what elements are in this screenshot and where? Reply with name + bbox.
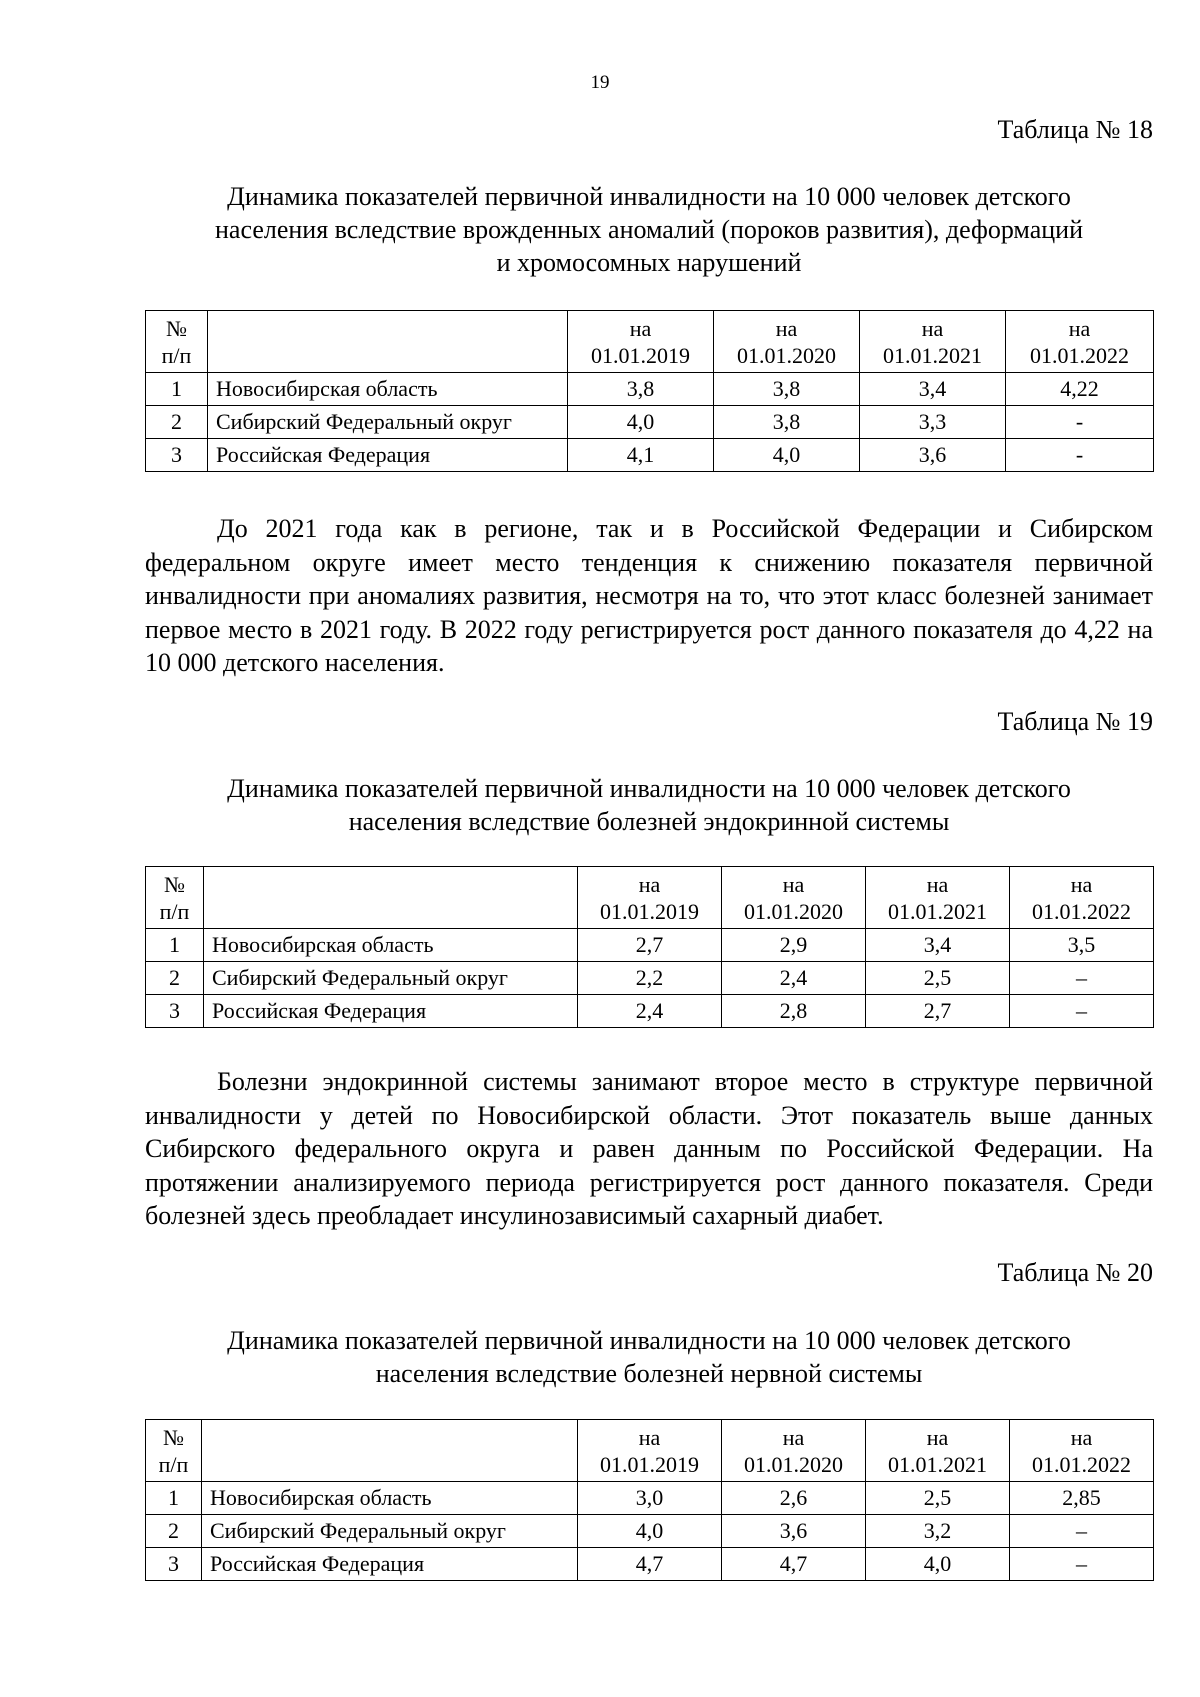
paragraph-2: Болезни эндокринной системы занимают второе место в структуре первичной инвалидности у детей по Новосибирской области. Этот показатель выше данных Сибирского федерального округа и равен данным по Российской Федерации. На протяжении анализируемого периода регистрируется рост данного показателя. Среди болезней здесь преобладает инсулинозависимый сахарный диабет. (145, 1067, 1153, 1230)
table-row (146, 1515, 1154, 1548)
table-row (146, 373, 1154, 406)
row-name: Российская Федерация (202, 1548, 578, 1581)
table-header-row (146, 1420, 1154, 1482)
row-name: Сибирский Федеральный округ (204, 962, 578, 995)
value-2019: 4,0 (568, 406, 714, 439)
header-name (202, 1420, 578, 1482)
header-2021: на 01.01.2021 (866, 867, 1010, 929)
value-2021: 2,7 (866, 995, 1010, 1028)
value-2021: 2,5 (866, 962, 1010, 995)
value-2022: – (1010, 1515, 1154, 1548)
table-20-title (145, 1324, 1153, 1390)
title-line: и хромосомных нарушений (496, 248, 802, 277)
row-name: Новосибирская область (202, 1482, 578, 1515)
value-2021: 4,0 (866, 1548, 1010, 1581)
value-2020: 2,4 (722, 962, 866, 995)
table-header-row (146, 867, 1154, 929)
row-num: 2 (146, 1515, 202, 1548)
table-18 (145, 310, 1154, 472)
table-19-label: Таблица № 19 (997, 707, 1153, 736)
row-name: Российская Федерация (204, 995, 578, 1028)
row-num: 2 (146, 962, 204, 995)
table-row (146, 1482, 1154, 1515)
value-2019: 4,0 (578, 1515, 722, 1548)
header-2020: на 01.01.2020 (722, 867, 866, 929)
header-2022: на 01.01.2022 (1006, 311, 1154, 373)
header-num: № п/п (146, 311, 208, 373)
value-2020: 4,0 (714, 439, 860, 472)
value-2019: 4,1 (568, 439, 714, 472)
header-num: № п/п (146, 1420, 202, 1482)
value-2021: 2,5 (866, 1482, 1010, 1515)
value-2022: - (1006, 406, 1154, 439)
header-name (204, 867, 578, 929)
value-2021: 3,3 (860, 406, 1006, 439)
table-19 (145, 866, 1154, 1028)
row-name: Сибирский Федеральный округ (208, 406, 568, 439)
row-name: Сибирский Федеральный округ (202, 1515, 578, 1548)
header-2021: на 01.01.2021 (866, 1420, 1010, 1482)
value-2022: - (1006, 439, 1154, 472)
header-name (208, 311, 568, 373)
value-2019: 2,2 (578, 962, 722, 995)
row-num: 3 (146, 439, 208, 472)
value-2020: 3,6 (722, 1515, 866, 1548)
title-line: Динамика показателей первичной инвалидности на 10 000 человек детского (227, 182, 1071, 211)
page-number: 19 (590, 72, 610, 93)
value-2020: 3,8 (714, 406, 860, 439)
title-line: населения вследствие болезней нервной системы (375, 1359, 923, 1388)
header-2022: на 01.01.2022 (1010, 1420, 1154, 1482)
value-2020: 2,6 (722, 1482, 866, 1515)
value-2021: 3,2 (866, 1515, 1010, 1548)
value-2019: 2,7 (578, 929, 722, 962)
table-20 (145, 1419, 1154, 1581)
header-2020: на 01.01.2020 (722, 1420, 866, 1482)
header-num: № п/п (146, 867, 204, 929)
row-num: 1 (146, 373, 208, 406)
title-line: населения вследствие врожденных аномалий (пороков развития), деформаций (215, 215, 1083, 244)
value-2020: 2,9 (722, 929, 866, 962)
header-2019: на 01.01.2019 (578, 867, 722, 929)
table-row (146, 406, 1154, 439)
table-18-label: Таблица № 18 (997, 115, 1153, 144)
value-2022: – (1010, 962, 1154, 995)
header-2022: на 01.01.2022 (1010, 867, 1154, 929)
paragraph-1: До 2021 года как в регионе, так и в Российской Федерации и Сибирском федеральном округе имеет место тенденция к снижению показателя первичной инвалидности при аномалиях развития, несмотря на то, что этот класс болезней занимает первое место в 2021 году. В 2022 году регистрируется рост данного показателя до 4,22 на 10 000 детского населения. (145, 514, 1153, 677)
value-2020: 3,8 (714, 373, 860, 406)
row-num: 1 (146, 929, 204, 962)
row-num: 3 (146, 1548, 202, 1581)
value-2022: 3,5 (1010, 929, 1154, 962)
header-2019: на 01.01.2019 (568, 311, 714, 373)
table-row (146, 962, 1154, 995)
value-2019: 4,7 (578, 1548, 722, 1581)
row-name: Российская Федерация (208, 439, 568, 472)
value-2019: 3,0 (578, 1482, 722, 1515)
value-2022: 2,85 (1010, 1482, 1154, 1515)
value-2020: 4,7 (722, 1548, 866, 1581)
table-row (146, 439, 1154, 472)
title-line: населения вследствие болезней эндокринной системы (348, 807, 950, 836)
value-2019: 2,4 (578, 995, 722, 1028)
row-num: 2 (146, 406, 208, 439)
value-2021: 3,4 (860, 373, 1006, 406)
table-20-label: Таблица № 20 (997, 1258, 1153, 1287)
value-2022: – (1010, 1548, 1154, 1581)
row-name: Новосибирская область (208, 373, 568, 406)
header-2019: на 01.01.2019 (578, 1420, 722, 1482)
value-2021: 3,4 (866, 929, 1010, 962)
table-header-row (146, 311, 1154, 373)
table-18-title (145, 180, 1153, 279)
value-2021: 3,6 (860, 439, 1006, 472)
row-num: 3 (146, 995, 204, 1028)
table-row (146, 929, 1154, 962)
table-row (146, 995, 1154, 1028)
value-2020: 2,8 (722, 995, 866, 1028)
value-2019: 3,8 (568, 373, 714, 406)
value-2022: – (1010, 995, 1154, 1028)
header-2021: на 01.01.2021 (860, 311, 1006, 373)
row-name: Новосибирская область (204, 929, 578, 962)
row-num: 1 (146, 1482, 202, 1515)
table-row (146, 1548, 1154, 1581)
table-19-title (145, 772, 1153, 838)
title-line: Динамика показателей первичной инвалидности на 10 000 человек детского (227, 774, 1071, 803)
title-line: Динамика показателей первичной инвалидности на 10 000 человек детского (227, 1326, 1071, 1355)
header-2020: на 01.01.2020 (714, 311, 860, 373)
value-2022: 4,22 (1006, 373, 1154, 406)
